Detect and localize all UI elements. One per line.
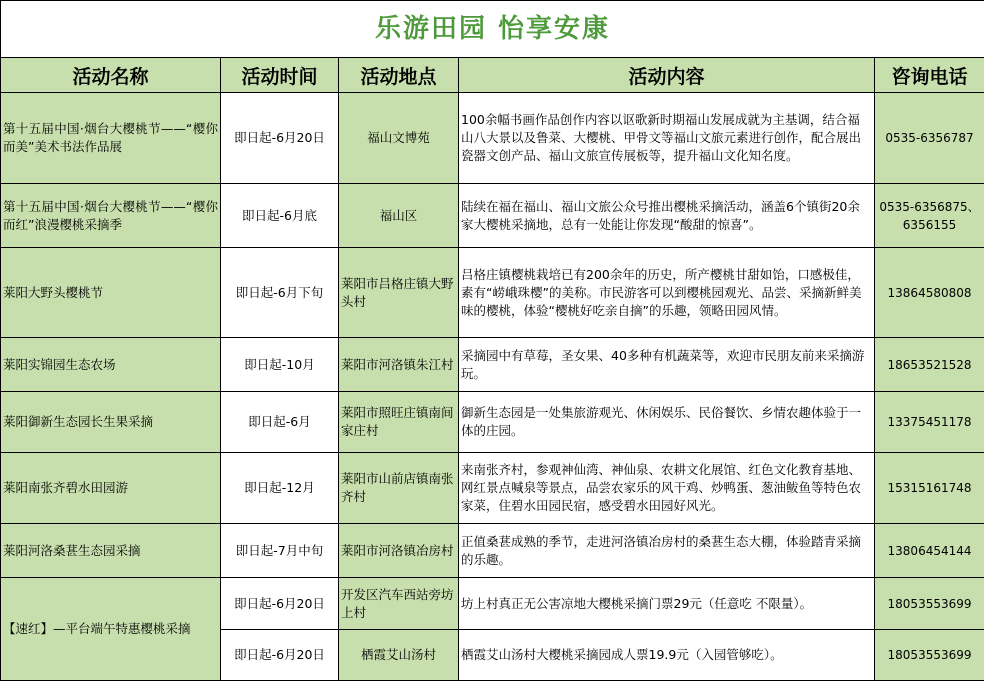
activity-phone: 18053553699	[875, 578, 984, 630]
activity-place: 莱阳市河洛镇朱江村	[339, 338, 459, 392]
activity-place: 栖霞艾山汤村	[339, 630, 459, 681]
table-row	[1, 578, 984, 630]
activity-name: 【速红】—平台端午特惠樱桃采摘	[1, 578, 221, 681]
table-row	[1, 248, 984, 338]
activity-time: 即日起-7月中旬	[221, 524, 339, 578]
activity-phone: 0535-6356875、6356155	[875, 184, 984, 248]
activity-time: 即日起-12月	[221, 453, 339, 524]
table-row	[1, 453, 984, 524]
header-time: 活动时间	[221, 58, 339, 93]
activity-name: 莱阳御新生态园长生果采摘	[1, 392, 221, 453]
activity-place: 莱阳市吕格庄镇大野头村	[339, 248, 459, 338]
activity-content: 100余幅书画作品创作内容以讴歌新时期福山发展成就为主基调，结合福山八大景以及鲁菜、大樱桃、甲骨文等福山文旅元素进行创作，配合展出瓷器文创产品、福山文旅宣传展板等，提升福山文化知名度。	[459, 93, 875, 184]
activity-phone: 18653521528	[875, 338, 984, 392]
activity-time: 即日起-6月底	[221, 184, 339, 248]
activity-content: 陆续在福在福山、福山文旅公众号推出樱桃采摘活动，涵盖6个镇街20余家大樱桃采摘地，总有一处能让你发现“酸甜的惊喜”。	[459, 184, 875, 248]
activity-place: 开发区汽车西站旁坊上村	[339, 578, 459, 630]
activity-name: 莱阳河洛桑葚生态园采摘	[1, 524, 221, 578]
activity-name: 莱阳大野头樱桃节	[1, 248, 221, 338]
activity-content: 来南张齐村，参观神仙湾、神仙泉、农耕文化展馆、红色文化教育基地、网红景点喊泉等景点，品尝农家乐的风干鸡、炒鸭蛋、葱油鲅鱼等特色农家菜，住碧水田园民宿，感受碧水田园好风光。	[459, 453, 875, 524]
activity-name: 第十五届中国·烟台大樱桃节——“樱你而美”美术书法作品展	[1, 93, 221, 184]
header-name: 活动名称	[1, 58, 221, 93]
activity-phone: 13864580808	[875, 248, 984, 338]
activity-time: 即日起-6月20日	[221, 93, 339, 184]
activity-time: 即日起-10月	[221, 338, 339, 392]
activity-name: 莱阳南张齐碧水田园游	[1, 453, 221, 524]
activity-time: 即日起-6月	[221, 392, 339, 453]
activity-content: 栖霞艾山汤村大樱桃采摘园成人票19.9元（入园管够吃）。	[459, 630, 875, 681]
activity-content: 采摘园中有草莓，圣女果、40多种有机蔬菜等，欢迎市民朋友前来采摘游玩。	[459, 338, 875, 392]
activity-phone: 13375451178	[875, 392, 984, 453]
activity-content: 坊上村真正无公害凉地大樱桃采摘门票29元（任意吃 不限量）。	[459, 578, 875, 630]
activity-content: 正值桑葚成熟的季节，走进河洛镇冶房村的桑葚生态大棚，体验踏青采摘的乐趣。	[459, 524, 875, 578]
activity-content: 吕格庄镇樱桃栽培已有200余年的历史，所产樱桃甘甜如饴，口感极佳，素有“崂峨珠樱”的美称。市民游客可以到樱桃园观光、品尝、采摘新鲜美味的樱桃，体验“樱桃好吃亲自摘”的乐趣，领略田园风情。	[459, 248, 875, 338]
activity-time: 即日起-6月20日	[221, 578, 339, 630]
activity-phone: 15315161748	[875, 453, 984, 524]
page-title: 乐游田园 怡享安康	[1, 1, 984, 58]
activity-content: 御新生态园是一处集旅游观光、休闲娱乐、民俗餐饮、乡情农趣体验于一体的庄园。	[459, 392, 875, 453]
table-row	[1, 93, 984, 184]
activity-name: 莱阳实锦园生态农场	[1, 338, 221, 392]
activity-place: 莱阳市河洛镇冶房村	[339, 524, 459, 578]
activity-time: 即日起-6月20日	[221, 630, 339, 681]
activity-place: 福山文博苑	[339, 93, 459, 184]
header-content: 活动内容	[459, 58, 875, 93]
table-row	[1, 524, 984, 578]
activity-place: 莱阳市照旺庄镇南间家庄村	[339, 392, 459, 453]
header-row	[1, 58, 984, 93]
activity-name: 第十五届中国·烟台大樱桃节——“樱你而红”浪漫樱桃采摘季	[1, 184, 221, 248]
activity-time: 即日起-6月下旬	[221, 248, 339, 338]
table-row	[1, 338, 984, 392]
activity-place: 福山区	[339, 184, 459, 248]
table-row	[1, 392, 984, 453]
activity-phone: 0535-6356787	[875, 93, 984, 184]
header-place: 活动地点	[339, 58, 459, 93]
header-phone: 咨询电话	[875, 58, 984, 93]
activity-phone: 18053553699	[875, 630, 984, 681]
activity-place: 莱阳市山前店镇南张齐村	[339, 453, 459, 524]
table-row	[1, 184, 984, 248]
activity-phone: 13806454144	[875, 524, 984, 578]
